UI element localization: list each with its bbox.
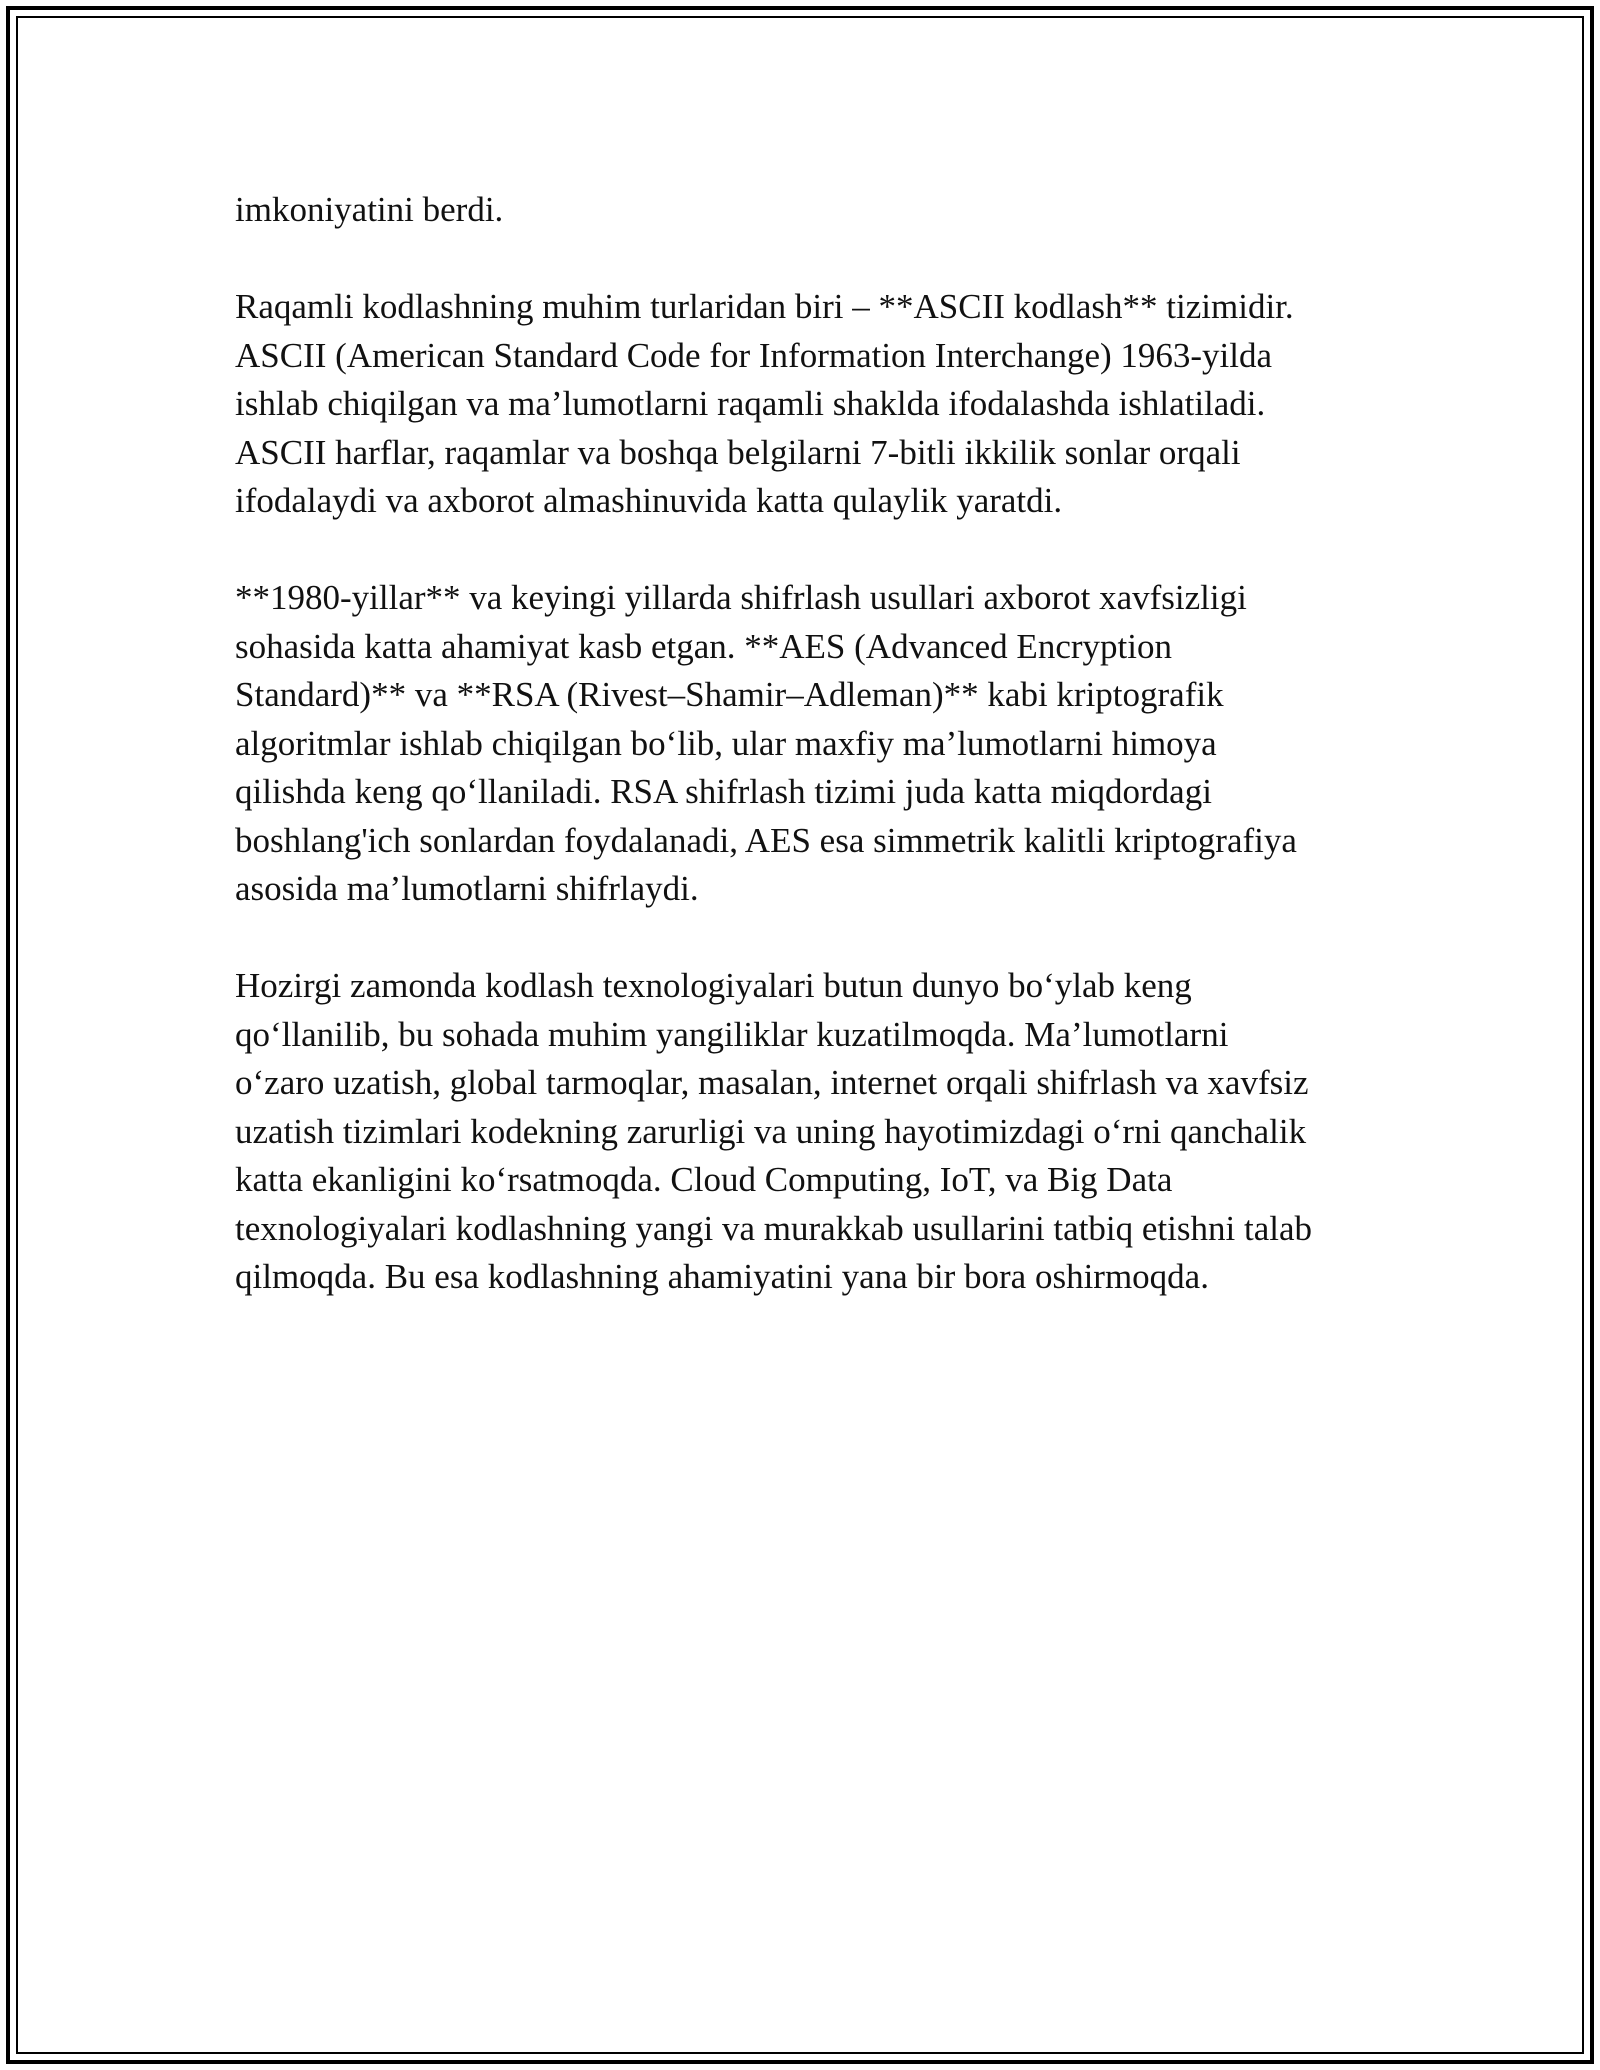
paragraph-continuation: imkoniyatini berdi.	[235, 190, 504, 229]
paragraph-encryption: **1980-yillar** va keyingi yillarda shifrlash usullari axborot xavfsizligi sohasida katta ahamiyat kasb etgan. **AES (Advanced Encryption Standard)** va **RSA (Rivest–Shamir–Adleman)** kabi kriptografik algoritmlar ishlab chiqilgan bo‘lib, ular maxfiy ma’lumotlarni himoya qilishda keng qo‘llaniladi. RSA shifrlash tizimi juda katta miqdordagi boshlang'ich sonlardan foydalanadi, AES esa simmetrik kalitli kriptografiya asosida ma’lumotlarni shifrlaydi.	[235, 578, 1297, 908]
paragraph-modern-coding: Hozirgi zamonda kodlash texnologiyalari butun dunyo bo‘ylab keng qo‘llanilib, bu sohada muhim yangiliklar kuzatilmoqda. Ma’lumotlarni o‘zaro uzatish, global tarmoqlar, masalan, internet orqali shifrlash va xavfsiz uzatish tizimlari kodekning zarurligi va uning hayotimizdagi o‘rni qanchalik katta ekanligini ko‘rsatmoqda. Cloud Computing, IoT, va Big Data texnologiyalari kodlashning yangi va murakkab usullarini tatbiq etishni talab qilmoqda. Bu esa kodlashning ahamiyatini yana bir bora oshirmoqda.	[235, 966, 1312, 1296]
document-body	[235, 186, 1375, 1350]
paragraph-ascii: Raqamli kodlashning muhim turlaridan biri – **ASCII kodlash** tizimidir. ASCII (American Standard Code for Information Interchange) 1963-yilda ishlab chiqilgan va ma’lumotlarni raqamli shaklda ifodalashda ishlatiladi. ASCII harflar, raqamlar va boshqa belgilarni 7-bitli ikkilik sonlar orqali ifodalaydi va axborot almashinuvida katta qulaylik yaratdi.	[235, 287, 1294, 520]
